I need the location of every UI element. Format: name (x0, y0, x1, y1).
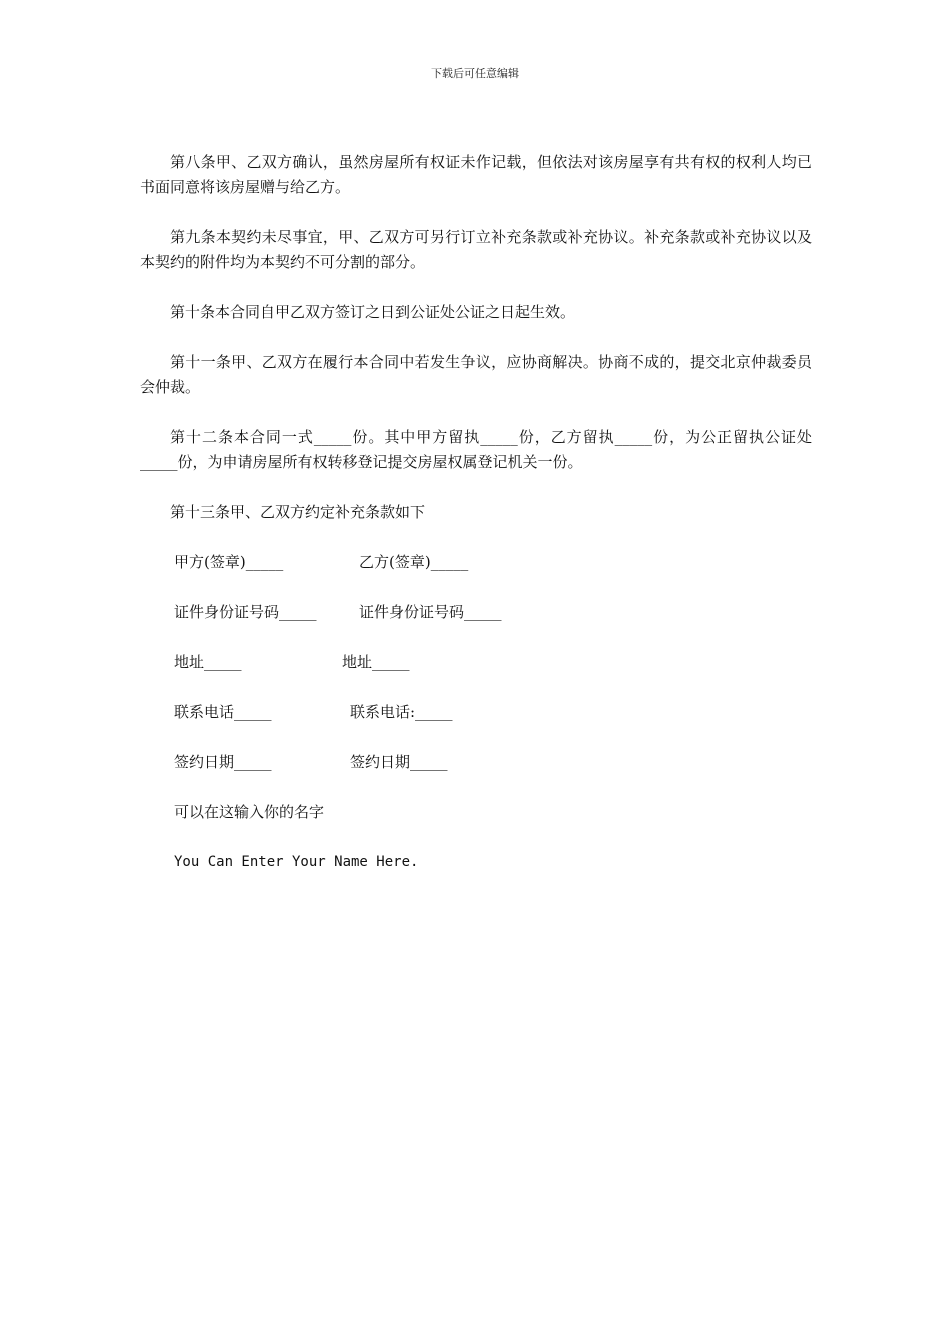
party-a-sign-date: 签约日期_____ (174, 753, 272, 771)
party-b-address: 地址_____ (342, 653, 410, 671)
id-number-row (140, 600, 812, 625)
sign-date-row (140, 750, 812, 775)
name-placeholder-cn: 可以在这输入你的名字 (174, 803, 325, 821)
clause-9: 第九条本契约未尽事宜，甲、乙双方可另行订立补充条款或补充协议。补充条款或补充协议以及本契约的附件均为本契约不可分割的部分。 (140, 228, 812, 271)
clause-11: 第十一条甲、乙双方在履行本合同中若发生争议，应协商解决。协商不成的，提交北京仲裁委员会仲裁。 (140, 353, 812, 396)
party-a-address: 地址_____ (174, 653, 242, 671)
document-body (140, 150, 812, 900)
phone-row (140, 700, 812, 725)
party-a-id-number: 证件身份证号码_____ (174, 603, 317, 621)
party-b-signature: 乙方(签章)_____ (359, 553, 469, 571)
page-header: 下载后可任意编辑 (431, 67, 519, 80)
clause-13: 第十三条甲、乙双方约定补充条款如下 (170, 503, 426, 521)
party-b-sign-date: 签约日期_____ (350, 753, 448, 771)
party-b-phone: 联系电话:_____ (350, 703, 453, 721)
party-a-signature: 甲方(签章)_____ (174, 553, 284, 571)
clause-10: 第十条本合同自甲乙双方签订之日到公证处公证之日起生效。 (170, 303, 576, 321)
signature-row (140, 550, 812, 575)
party-b-id-number: 证件身份证号码_____ (359, 603, 502, 621)
clause-8: 第八条甲、乙双方确认，虽然房屋所有权证未作记载，但依法对该房屋享有共有权的权利人均已书面同意将该房屋赠与给乙方。 (140, 153, 812, 196)
clause-12: 第十二条本合同一式_____份。其中甲方留执_____份，乙方留执_____份，为公正留执公证处_____份，为申请房屋所有权转移登记提交房屋权属登记机关一份。 (140, 428, 812, 471)
name-placeholder-en: You Can Enter Your Name Here. (174, 854, 419, 870)
address-row (140, 650, 812, 675)
party-a-phone: 联系电话_____ (174, 703, 272, 721)
